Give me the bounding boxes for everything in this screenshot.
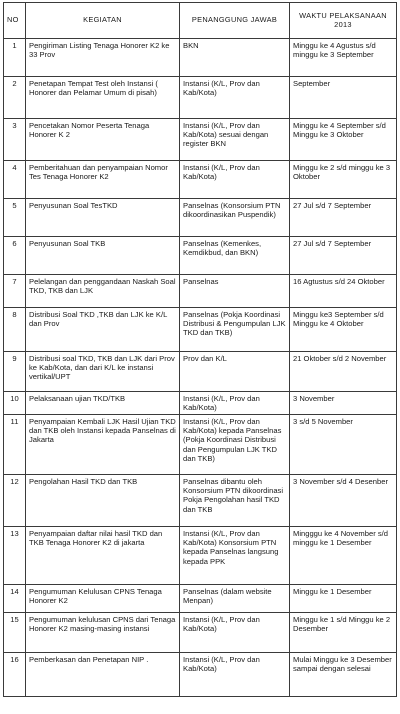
row-no: 11 — [4, 415, 26, 475]
table-row — [4, 119, 397, 161]
row-no: 3 — [4, 119, 26, 161]
row-penanggung-jawab: Instansi (K/L, Prov dan Kab/Kota) — [180, 613, 290, 653]
table-row — [4, 527, 397, 585]
row-penanggung-jawab: Instansi (K/L, Prov dan Kab/Kota) Konsorsium PTN kepada Panselnas langsung kepada PPK — [180, 527, 290, 585]
row-kegiatan: Pengumuman Kelulusan CPNS Tenaga Honorer K2 — [26, 585, 180, 613]
row-waktu: 21 Oktober s/d 2 November — [290, 352, 397, 392]
table-row — [4, 199, 397, 237]
row-kegiatan: Distribusi Soal TKD ,TKB dan LJK ke K/L dan Prov — [26, 308, 180, 352]
table-row — [4, 77, 397, 119]
table-row — [4, 585, 397, 613]
row-kegiatan: Penyampaian daftar nilai hasil TKD dan TKB Tenaga Honorer K2 di jakarta — [26, 527, 180, 585]
schedule-table — [3, 2, 397, 697]
header-penanggung-jawab: PENANGGUNG JAWAB — [180, 3, 290, 39]
row-waktu: Minggu ke 4 September s/d Minggu ke 3 Oktober — [290, 119, 397, 161]
row-no: 10 — [4, 392, 26, 415]
header-waktu-pelaksanaan: WAKTU PELAKSANAAN 2013 — [290, 3, 397, 39]
row-kegiatan: Pengumuman kelulusan CPNS dari Tenaga Honorer K2 masing-masing instansi — [26, 613, 180, 653]
row-waktu: Minggu ke 1 s/d Minggu ke 2 Desember — [290, 613, 397, 653]
row-penanggung-jawab: Prov dan K/L — [180, 352, 290, 392]
row-waktu: 3 November s/d 4 Desenber — [290, 475, 397, 527]
row-penanggung-jawab: Instansi (K/L, Prov dan Kab/Kota) — [180, 161, 290, 199]
row-waktu: Mulai Minggu ke 3 Desember sampai dengan selesai — [290, 653, 397, 697]
row-waktu: 16 Agtustus s/d 24 Oktober — [290, 275, 397, 308]
row-no: 2 — [4, 77, 26, 119]
row-kegiatan: Pemberkasan dan Penetapan NIP . — [26, 653, 180, 697]
row-waktu: 27 Jul s/d 7 September — [290, 199, 397, 237]
row-penanggung-jawab: Panselnas (Kemenkes, Kemdikbud, dan BKN) — [180, 237, 290, 275]
row-penanggung-jawab: Panselnas (dalam website Menpan) — [180, 585, 290, 613]
row-kegiatan: Pengiriman Listing Tenaga Honorer K2 ke 33 Prov — [26, 39, 180, 77]
row-penanggung-jawab: Instansi (K/L, Prov dan Kab/Kota) — [180, 77, 290, 119]
row-waktu: Minggu ke 4 Agustus s/d minggu ke 3 September — [290, 39, 397, 77]
row-waktu: 3 November — [290, 392, 397, 415]
row-no: 12 — [4, 475, 26, 527]
table-row — [4, 161, 397, 199]
row-waktu: Minggu ke 1 Desember — [290, 585, 397, 613]
row-waktu: September — [290, 77, 397, 119]
row-penanggung-jawab: Instansi (K/L, Prov dan Kab/Kota) kepada Panselnas (Pokja Koordinasi Distribusi dan Pengumpulan LJK TKD dan TKB) — [180, 415, 290, 475]
row-kegiatan: Penetapan Tempat Test oleh Instansi ( Honorer dan Pelamar Umum di pisah) — [26, 77, 180, 119]
row-waktu: Minggu ke3 September s/d Minggu ke 4 Oktober — [290, 308, 397, 352]
row-no: 13 — [4, 527, 26, 585]
row-no: 4 — [4, 161, 26, 199]
row-kegiatan: Penyampaian Kembali LJK Hasil Ujian TKD dan TKB oleh Instansi kepada Panselnas di Jakarta — [26, 415, 180, 475]
row-kegiatan: Pelelangan dan penggandaan Naskah Soal TKD, TKB dan LJK — [26, 275, 180, 308]
row-penanggung-jawab: Instansi (K/L, Prov dan Kab/Kota) — [180, 653, 290, 697]
header-no: NO — [4, 3, 26, 39]
row-penanggung-jawab: Panselnas (Konsorsium PTN dikoordinasikan Puspendik) — [180, 199, 290, 237]
row-penanggung-jawab: Instansi (K/L, Prov dan Kab/Kota) — [180, 392, 290, 415]
row-kegiatan: Penyusunan Soal TesTKD — [26, 199, 180, 237]
row-no: 16 — [4, 653, 26, 697]
table-row — [4, 613, 397, 653]
table-row — [4, 275, 397, 308]
row-kegiatan: Pemberitahuan dan penyampaian Nomor Tes Tenaga Honorer K2 — [26, 161, 180, 199]
row-no: 14 — [4, 585, 26, 613]
table-row — [4, 392, 397, 415]
row-kegiatan: Penyusunan Soal TKB — [26, 237, 180, 275]
row-kegiatan: Pencetakan Nomor Peserta Tenaga Honorer K 2 — [26, 119, 180, 161]
row-no: 6 — [4, 237, 26, 275]
table-row — [4, 39, 397, 77]
row-waktu: 3 s/d 5 November — [290, 415, 397, 475]
row-no: 1 — [4, 39, 26, 77]
row-no: 8 — [4, 308, 26, 352]
row-waktu: 27 Jul s/d 7 September — [290, 237, 397, 275]
row-penanggung-jawab: BKN — [180, 39, 290, 77]
row-penanggung-jawab: Panselnas dibantu oleh Konsorsium PTN dikoordinasi Pokja Pengolahan hasil TKD dan TKB — [180, 475, 290, 527]
header-kegiatan: KEGIATAN — [26, 3, 180, 39]
row-penanggung-jawab: Panselnas (Pokja Koordinasi Distribusi & Pengumpulan LJK TKD dan TKB) — [180, 308, 290, 352]
row-no: 5 — [4, 199, 26, 237]
table-row — [4, 308, 397, 352]
row-kegiatan: Pengolahan Hasil TKD dan TKB — [26, 475, 180, 527]
schedule-rows — [4, 39, 397, 697]
row-kegiatan: Distribusi soal TKD, TKB dan LJK dari Prov ke Kab/Kota, dan dari K/L ke instansi vertikal/UPT — [26, 352, 180, 392]
row-penanggung-jawab: Instansi (K/L, Prov dan Kab/Kota) sesuai dengan register BKN — [180, 119, 290, 161]
table-row — [4, 475, 397, 527]
table-row — [4, 653, 397, 697]
row-no: 9 — [4, 352, 26, 392]
table-row — [4, 237, 397, 275]
table-row — [4, 415, 397, 475]
row-no: 7 — [4, 275, 26, 308]
row-no: 15 — [4, 613, 26, 653]
table-row — [4, 352, 397, 392]
header-row — [4, 3, 397, 39]
row-kegiatan: Pelaksanaan ujian TKD/TKB — [26, 392, 180, 415]
row-waktu: Mingggu ke 4 November s/d minggu ke 1 Desember — [290, 527, 397, 585]
row-waktu: Minggu ke 2 s/d minggu ke 3 Oktober — [290, 161, 397, 199]
row-penanggung-jawab: Panselnas — [180, 275, 290, 308]
